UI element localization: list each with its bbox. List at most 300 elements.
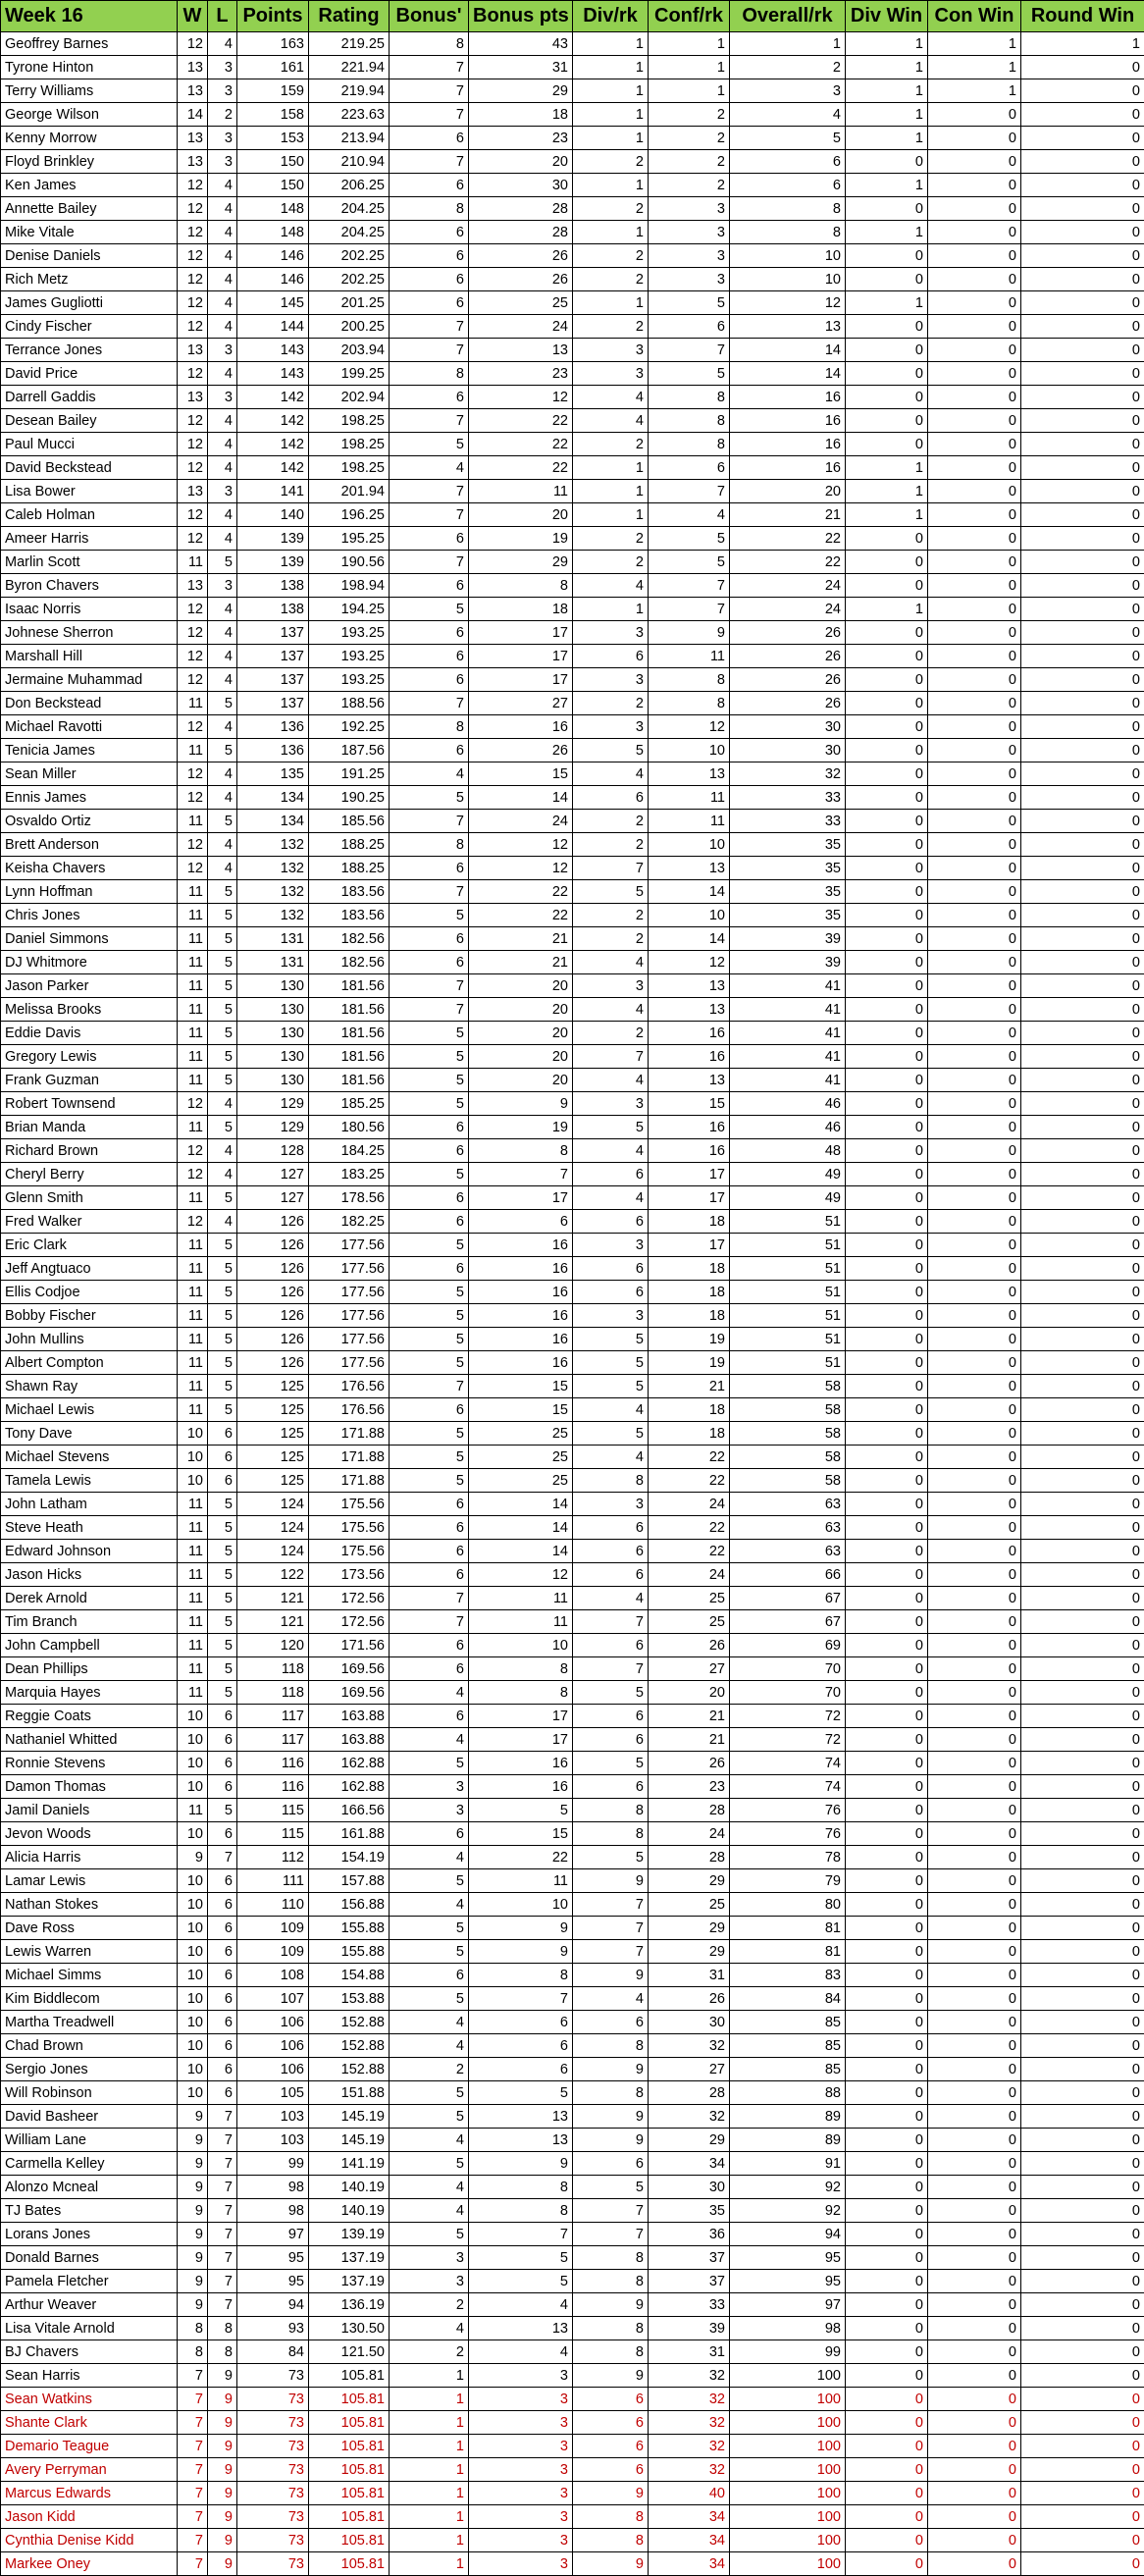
cell-con-win: 0 bbox=[928, 2529, 1021, 2552]
cell-round-win: 0 bbox=[1021, 1705, 1144, 1728]
cell-div-rank: 1 bbox=[573, 79, 649, 103]
cell-losses: 3 bbox=[208, 339, 237, 362]
cell-div-win: 1 bbox=[846, 503, 928, 527]
cell-conf-rank: 25 bbox=[649, 1587, 730, 1610]
cell-round-win: 0 bbox=[1021, 2552, 1144, 2576]
cell-overall-rank: 51 bbox=[730, 1304, 846, 1328]
cell-bonus-pts: 17 bbox=[469, 668, 573, 692]
table-row bbox=[1, 268, 1144, 291]
cell-div-win: 0 bbox=[846, 2482, 928, 2505]
cell-conf-rank: 39 bbox=[649, 2317, 730, 2340]
cell-player-name: Ronnie Stevens bbox=[1, 1752, 178, 1775]
cell-wins: 12 bbox=[178, 786, 208, 810]
cell-losses: 5 bbox=[208, 1587, 237, 1610]
cell-bonus: 6 bbox=[390, 1257, 469, 1281]
cell-conf-rank: 7 bbox=[649, 339, 730, 362]
cell-div-win: 0 bbox=[846, 692, 928, 715]
cell-rating: 181.56 bbox=[309, 1022, 390, 1045]
cell-points: 118 bbox=[237, 1657, 309, 1681]
cell-con-win: 0 bbox=[928, 2435, 1021, 2458]
cell-round-win: 0 bbox=[1021, 951, 1144, 974]
cell-wins: 11 bbox=[178, 1069, 208, 1092]
cell-points: 153 bbox=[237, 127, 309, 150]
cell-bonus: 7 bbox=[390, 1375, 469, 1398]
cell-points: 130 bbox=[237, 998, 309, 1022]
cell-conf-rank: 6 bbox=[649, 456, 730, 480]
cell-round-win: 0 bbox=[1021, 1398, 1144, 1422]
cell-div-win: 0 bbox=[846, 715, 928, 739]
cell-bonus-pts: 6 bbox=[469, 2034, 573, 2058]
cell-losses: 9 bbox=[208, 2388, 237, 2411]
cell-div-win: 0 bbox=[846, 2552, 928, 2576]
cell-points: 99 bbox=[237, 2152, 309, 2176]
cell-rating: 154.19 bbox=[309, 1846, 390, 1869]
cell-overall-rank: 20 bbox=[730, 480, 846, 503]
cell-bonus-pts: 19 bbox=[469, 527, 573, 551]
cell-bonus-pts: 21 bbox=[469, 951, 573, 974]
cell-bonus-pts: 22 bbox=[469, 880, 573, 904]
table-row bbox=[1, 1351, 1144, 1375]
cell-rating: 221.94 bbox=[309, 56, 390, 79]
cell-bonus: 7 bbox=[390, 974, 469, 998]
cell-overall-rank: 46 bbox=[730, 1116, 846, 1139]
cell-wins: 11 bbox=[178, 1634, 208, 1657]
cell-bonus: 5 bbox=[390, 1940, 469, 1964]
cell-bonus-pts: 17 bbox=[469, 1728, 573, 1752]
cell-rating: 105.81 bbox=[309, 2552, 390, 2576]
cell-rating: 105.81 bbox=[309, 2482, 390, 2505]
cell-overall-rank: 51 bbox=[730, 1351, 846, 1375]
table-row bbox=[1, 951, 1144, 974]
header-bonus: Bonus' bbox=[390, 1, 469, 32]
cell-wins: 9 bbox=[178, 2246, 208, 2270]
cell-round-win: 0 bbox=[1021, 904, 1144, 927]
cell-con-win: 0 bbox=[928, 315, 1021, 339]
cell-div-win: 0 bbox=[846, 2058, 928, 2081]
cell-points: 142 bbox=[237, 386, 309, 409]
cell-conf-rank: 28 bbox=[649, 2081, 730, 2105]
cell-points: 118 bbox=[237, 1681, 309, 1705]
cell-div-rank: 6 bbox=[573, 786, 649, 810]
table-row bbox=[1, 2011, 1144, 2034]
cell-conf-rank: 8 bbox=[649, 668, 730, 692]
cell-overall-rank: 8 bbox=[730, 197, 846, 221]
cell-overall-rank: 85 bbox=[730, 2034, 846, 2058]
cell-player-name: Glenn Smith bbox=[1, 1186, 178, 1210]
cell-player-name: Gregory Lewis bbox=[1, 1045, 178, 1069]
cell-conf-rank: 2 bbox=[649, 103, 730, 127]
cell-bonus: 6 bbox=[390, 927, 469, 951]
cell-bonus: 7 bbox=[390, 56, 469, 79]
cell-rating: 155.88 bbox=[309, 1940, 390, 1964]
header-conf-rank: Conf/rk bbox=[649, 1, 730, 32]
cell-div-win: 0 bbox=[846, 2081, 928, 2105]
cell-player-name: Lorans Jones bbox=[1, 2223, 178, 2246]
cell-wins: 12 bbox=[178, 456, 208, 480]
cell-points: 130 bbox=[237, 1045, 309, 1069]
cell-round-win: 0 bbox=[1021, 2388, 1144, 2411]
cell-overall-rank: 70 bbox=[730, 1681, 846, 1705]
cell-div-win: 0 bbox=[846, 668, 928, 692]
header-wins: W bbox=[178, 1, 208, 32]
cell-div-rank: 9 bbox=[573, 2482, 649, 2505]
cell-bonus: 5 bbox=[390, 1281, 469, 1304]
cell-wins: 9 bbox=[178, 1846, 208, 1869]
cell-losses: 5 bbox=[208, 951, 237, 974]
cell-div-rank: 4 bbox=[573, 386, 649, 409]
table-row bbox=[1, 103, 1144, 127]
cell-points: 132 bbox=[237, 880, 309, 904]
cell-div-win: 0 bbox=[846, 974, 928, 998]
cell-losses: 6 bbox=[208, 1705, 237, 1728]
cell-con-win: 0 bbox=[928, 904, 1021, 927]
cell-overall-rank: 81 bbox=[730, 1917, 846, 1940]
cell-div-rank: 5 bbox=[573, 1422, 649, 1446]
cell-div-rank: 8 bbox=[573, 2246, 649, 2270]
cell-div-win: 0 bbox=[846, 1987, 928, 2011]
cell-div-win: 1 bbox=[846, 480, 928, 503]
cell-div-win: 0 bbox=[846, 2340, 928, 2364]
cell-rating: 203.94 bbox=[309, 339, 390, 362]
cell-con-win: 0 bbox=[928, 2223, 1021, 2246]
cell-con-win: 0 bbox=[928, 2552, 1021, 2576]
cell-div-rank: 2 bbox=[573, 927, 649, 951]
table-row bbox=[1, 2293, 1144, 2317]
cell-rating: 200.25 bbox=[309, 315, 390, 339]
cell-rating: 202.25 bbox=[309, 268, 390, 291]
cell-bonus: 4 bbox=[390, 762, 469, 786]
cell-round-win: 0 bbox=[1021, 810, 1144, 833]
cell-bonus: 6 bbox=[390, 1634, 469, 1657]
cell-overall-rank: 98 bbox=[730, 2317, 846, 2340]
cell-rating: 185.25 bbox=[309, 1092, 390, 1116]
table-row bbox=[1, 1705, 1144, 1728]
cell-div-rank: 8 bbox=[573, 2340, 649, 2364]
cell-bonus-pts: 22 bbox=[469, 409, 573, 433]
cell-overall-rank: 74 bbox=[730, 1775, 846, 1799]
cell-points: 131 bbox=[237, 927, 309, 951]
cell-round-win: 0 bbox=[1021, 244, 1144, 268]
cell-div-win: 1 bbox=[846, 32, 928, 56]
cell-overall-rank: 51 bbox=[730, 1257, 846, 1281]
table-row bbox=[1, 1281, 1144, 1304]
cell-bonus-pts: 8 bbox=[469, 2176, 573, 2199]
cell-conf-rank: 21 bbox=[649, 1375, 730, 1398]
cell-points: 115 bbox=[237, 1822, 309, 1846]
cell-wins: 12 bbox=[178, 409, 208, 433]
cell-rating: 183.25 bbox=[309, 1163, 390, 1186]
cell-bonus: 2 bbox=[390, 2293, 469, 2317]
cell-conf-rank: 16 bbox=[649, 1139, 730, 1163]
cell-wins: 12 bbox=[178, 1163, 208, 1186]
cell-bonus-pts: 13 bbox=[469, 2317, 573, 2340]
cell-bonus: 5 bbox=[390, 1752, 469, 1775]
cell-overall-rank: 58 bbox=[730, 1422, 846, 1446]
cell-player-name: Don Beckstead bbox=[1, 692, 178, 715]
cell-overall-rank: 1 bbox=[730, 32, 846, 56]
cell-bonus-pts: 3 bbox=[469, 2552, 573, 2576]
cell-bonus: 6 bbox=[390, 1516, 469, 1540]
cell-player-name: John Latham bbox=[1, 1493, 178, 1516]
table-row bbox=[1, 1328, 1144, 1351]
cell-rating: 204.25 bbox=[309, 197, 390, 221]
cell-rating: 191.25 bbox=[309, 762, 390, 786]
cell-con-win: 0 bbox=[928, 1163, 1021, 1186]
cell-div-rank: 1 bbox=[573, 103, 649, 127]
cell-con-win: 0 bbox=[928, 197, 1021, 221]
cell-losses: 5 bbox=[208, 1351, 237, 1375]
cell-conf-rank: 8 bbox=[649, 692, 730, 715]
cell-bonus: 6 bbox=[390, 1210, 469, 1234]
cell-rating: 157.88 bbox=[309, 1869, 390, 1893]
cell-losses: 5 bbox=[208, 974, 237, 998]
cell-rating: 181.56 bbox=[309, 974, 390, 998]
cell-losses: 7 bbox=[208, 2176, 237, 2199]
cell-div-win: 1 bbox=[846, 291, 928, 315]
cell-bonus-pts: 24 bbox=[469, 810, 573, 833]
cell-con-win: 0 bbox=[928, 1987, 1021, 2011]
cell-overall-rank: 35 bbox=[730, 833, 846, 857]
table-row bbox=[1, 79, 1144, 103]
cell-overall-rank: 26 bbox=[730, 621, 846, 645]
cell-conf-rank: 8 bbox=[649, 433, 730, 456]
cell-div-win: 0 bbox=[846, 1917, 928, 1940]
cell-bonus: 7 bbox=[390, 1610, 469, 1634]
table-row bbox=[1, 2152, 1144, 2176]
cell-overall-rank: 30 bbox=[730, 715, 846, 739]
cell-div-rank: 4 bbox=[573, 1446, 649, 1469]
cell-wins: 10 bbox=[178, 1469, 208, 1493]
cell-con-win: 0 bbox=[928, 2246, 1021, 2270]
cell-losses: 4 bbox=[208, 268, 237, 291]
header-div-win: Div Win bbox=[846, 1, 928, 32]
cell-div-win: 0 bbox=[846, 2317, 928, 2340]
cell-rating: 202.94 bbox=[309, 386, 390, 409]
cell-losses: 5 bbox=[208, 1634, 237, 1657]
cell-bonus-pts: 10 bbox=[469, 1634, 573, 1657]
cell-wins: 12 bbox=[178, 244, 208, 268]
cell-round-win: 0 bbox=[1021, 1987, 1144, 2011]
cell-wins: 7 bbox=[178, 2411, 208, 2435]
cell-rating: 171.56 bbox=[309, 1634, 390, 1657]
cell-overall-rank: 35 bbox=[730, 904, 846, 927]
cell-div-win: 0 bbox=[846, 1375, 928, 1398]
cell-points: 106 bbox=[237, 2011, 309, 2034]
cell-bonus-pts: 16 bbox=[469, 1775, 573, 1799]
cell-con-win: 0 bbox=[928, 1493, 1021, 1516]
cell-points: 130 bbox=[237, 1022, 309, 1045]
cell-wins: 10 bbox=[178, 1752, 208, 1775]
cell-div-win: 0 bbox=[846, 2364, 928, 2388]
cell-overall-rank: 41 bbox=[730, 974, 846, 998]
cell-bonus: 7 bbox=[390, 409, 469, 433]
cell-wins: 13 bbox=[178, 150, 208, 174]
table-row bbox=[1, 2411, 1144, 2435]
cell-player-name: BJ Chavers bbox=[1, 2340, 178, 2364]
cell-player-name: Alicia Harris bbox=[1, 1846, 178, 1869]
cell-con-win: 0 bbox=[928, 1775, 1021, 1799]
cell-div-win: 0 bbox=[846, 951, 928, 974]
cell-losses: 4 bbox=[208, 197, 237, 221]
cell-player-name: David Beckstead bbox=[1, 456, 178, 480]
table-row bbox=[1, 1422, 1144, 1446]
cell-rating: 194.25 bbox=[309, 598, 390, 621]
cell-div-win: 0 bbox=[846, 1799, 928, 1822]
cell-overall-rank: 88 bbox=[730, 2081, 846, 2105]
cell-overall-rank: 41 bbox=[730, 1045, 846, 1069]
cell-losses: 4 bbox=[208, 715, 237, 739]
cell-overall-rank: 78 bbox=[730, 1846, 846, 1869]
cell-round-win: 0 bbox=[1021, 315, 1144, 339]
cell-overall-rank: 100 bbox=[730, 2552, 846, 2576]
cell-player-name: Paul Mucci bbox=[1, 433, 178, 456]
cell-losses: 5 bbox=[208, 1045, 237, 1069]
cell-wins: 10 bbox=[178, 2011, 208, 2034]
cell-bonus: 6 bbox=[390, 574, 469, 598]
cell-bonus-pts: 14 bbox=[469, 786, 573, 810]
cell-div-rank: 6 bbox=[573, 2458, 649, 2482]
cell-con-win: 0 bbox=[928, 1752, 1021, 1775]
cell-wins: 12 bbox=[178, 221, 208, 244]
cell-points: 110 bbox=[237, 1893, 309, 1917]
cell-player-name: TJ Bates bbox=[1, 2199, 178, 2223]
cell-rating: 141.19 bbox=[309, 2152, 390, 2176]
cell-conf-rank: 32 bbox=[649, 2364, 730, 2388]
cell-losses: 9 bbox=[208, 2529, 237, 2552]
cell-losses: 6 bbox=[208, 1775, 237, 1799]
cell-points: 73 bbox=[237, 2552, 309, 2576]
cell-conf-rank: 2 bbox=[649, 127, 730, 150]
cell-rating: 130.50 bbox=[309, 2317, 390, 2340]
cell-wins: 13 bbox=[178, 574, 208, 598]
cell-con-win: 0 bbox=[928, 1657, 1021, 1681]
cell-bonus: 5 bbox=[390, 598, 469, 621]
cell-conf-rank: 14 bbox=[649, 927, 730, 951]
cell-wins: 11 bbox=[178, 974, 208, 998]
cell-conf-rank: 26 bbox=[649, 1987, 730, 2011]
cell-div-rank: 6 bbox=[573, 1540, 649, 1563]
cell-losses: 7 bbox=[208, 1846, 237, 1869]
cell-con-win: 0 bbox=[928, 1799, 1021, 1822]
cell-conf-rank: 33 bbox=[649, 2293, 730, 2317]
cell-wins: 11 bbox=[178, 1304, 208, 1328]
cell-conf-rank: 20 bbox=[649, 1681, 730, 1705]
cell-wins: 12 bbox=[178, 857, 208, 880]
cell-con-win: 0 bbox=[928, 574, 1021, 598]
cell-losses: 4 bbox=[208, 503, 237, 527]
cell-bonus: 7 bbox=[390, 103, 469, 127]
cell-div-win: 0 bbox=[846, 1398, 928, 1422]
cell-points: 127 bbox=[237, 1163, 309, 1186]
cell-con-win: 0 bbox=[928, 1281, 1021, 1304]
cell-bonus: 1 bbox=[390, 2411, 469, 2435]
cell-points: 124 bbox=[237, 1540, 309, 1563]
cell-con-win: 0 bbox=[928, 1328, 1021, 1351]
cell-points: 111 bbox=[237, 1869, 309, 1893]
header-con-win: Con Win bbox=[928, 1, 1021, 32]
cell-overall-rank: 95 bbox=[730, 2246, 846, 2270]
cell-rating: 169.56 bbox=[309, 1681, 390, 1705]
cell-bonus: 5 bbox=[390, 1987, 469, 2011]
cell-rating: 198.25 bbox=[309, 456, 390, 480]
cell-con-win: 0 bbox=[928, 1822, 1021, 1846]
cell-conf-rank: 21 bbox=[649, 1705, 730, 1728]
table-row bbox=[1, 32, 1144, 56]
cell-div-win: 0 bbox=[846, 527, 928, 551]
table-row bbox=[1, 1563, 1144, 1587]
cell-overall-rank: 85 bbox=[730, 2058, 846, 2081]
cell-losses: 6 bbox=[208, 1822, 237, 1846]
cell-div-rank: 5 bbox=[573, 1681, 649, 1705]
cell-points: 134 bbox=[237, 786, 309, 810]
cell-bonus-pts: 11 bbox=[469, 1869, 573, 1893]
cell-con-win: 0 bbox=[928, 551, 1021, 574]
cell-rating: 139.19 bbox=[309, 2223, 390, 2246]
cell-overall-rank: 5 bbox=[730, 127, 846, 150]
cell-round-win: 1 bbox=[1021, 32, 1144, 56]
cell-bonus-pts: 3 bbox=[469, 2505, 573, 2529]
table-row bbox=[1, 2317, 1144, 2340]
table-row bbox=[1, 315, 1144, 339]
cell-div-rank: 1 bbox=[573, 56, 649, 79]
cell-bonus-pts: 23 bbox=[469, 127, 573, 150]
cell-rating: 198.25 bbox=[309, 409, 390, 433]
cell-wins: 9 bbox=[178, 2199, 208, 2223]
cell-bonus-pts: 8 bbox=[469, 1681, 573, 1705]
cell-points: 120 bbox=[237, 1634, 309, 1657]
cell-bonus-pts: 16 bbox=[469, 1752, 573, 1775]
cell-player-name: Brian Manda bbox=[1, 1116, 178, 1139]
cell-conf-rank: 32 bbox=[649, 2435, 730, 2458]
cell-wins: 10 bbox=[178, 1917, 208, 1940]
cell-player-name: Cynthia Denise Kidd bbox=[1, 2529, 178, 2552]
cell-rating: 204.25 bbox=[309, 221, 390, 244]
cell-losses: 5 bbox=[208, 1304, 237, 1328]
cell-div-win: 0 bbox=[846, 1705, 928, 1728]
cell-rating: 183.56 bbox=[309, 880, 390, 904]
cell-bonus: 2 bbox=[390, 2340, 469, 2364]
cell-overall-rank: 39 bbox=[730, 927, 846, 951]
cell-div-win: 0 bbox=[846, 810, 928, 833]
cell-rating: 161.88 bbox=[309, 1822, 390, 1846]
cell-con-win: 0 bbox=[928, 715, 1021, 739]
cell-rating: 153.88 bbox=[309, 1987, 390, 2011]
cell-bonus-pts: 12 bbox=[469, 386, 573, 409]
cell-player-name: David Basheer bbox=[1, 2105, 178, 2129]
cell-player-name: Chad Brown bbox=[1, 2034, 178, 2058]
cell-bonus: 6 bbox=[390, 645, 469, 668]
cell-wins: 10 bbox=[178, 1822, 208, 1846]
cell-div-rank: 7 bbox=[573, 1940, 649, 1964]
cell-rating: 172.56 bbox=[309, 1587, 390, 1610]
cell-round-win: 0 bbox=[1021, 433, 1144, 456]
cell-overall-rank: 80 bbox=[730, 1893, 846, 1917]
cell-bonus-pts: 16 bbox=[469, 1304, 573, 1328]
cell-wins: 11 bbox=[178, 1657, 208, 1681]
cell-conf-rank: 27 bbox=[649, 2058, 730, 2081]
cell-bonus: 5 bbox=[390, 1045, 469, 1069]
cell-rating: 176.56 bbox=[309, 1375, 390, 1398]
cell-conf-rank: 11 bbox=[649, 810, 730, 833]
cell-bonus-pts: 5 bbox=[469, 2246, 573, 2270]
cell-div-rank: 1 bbox=[573, 32, 649, 56]
cell-div-rank: 3 bbox=[573, 974, 649, 998]
cell-rating: 177.56 bbox=[309, 1328, 390, 1351]
cell-rating: 140.19 bbox=[309, 2176, 390, 2199]
cell-round-win: 0 bbox=[1021, 503, 1144, 527]
cell-div-rank: 9 bbox=[573, 2364, 649, 2388]
cell-rating: 195.25 bbox=[309, 527, 390, 551]
